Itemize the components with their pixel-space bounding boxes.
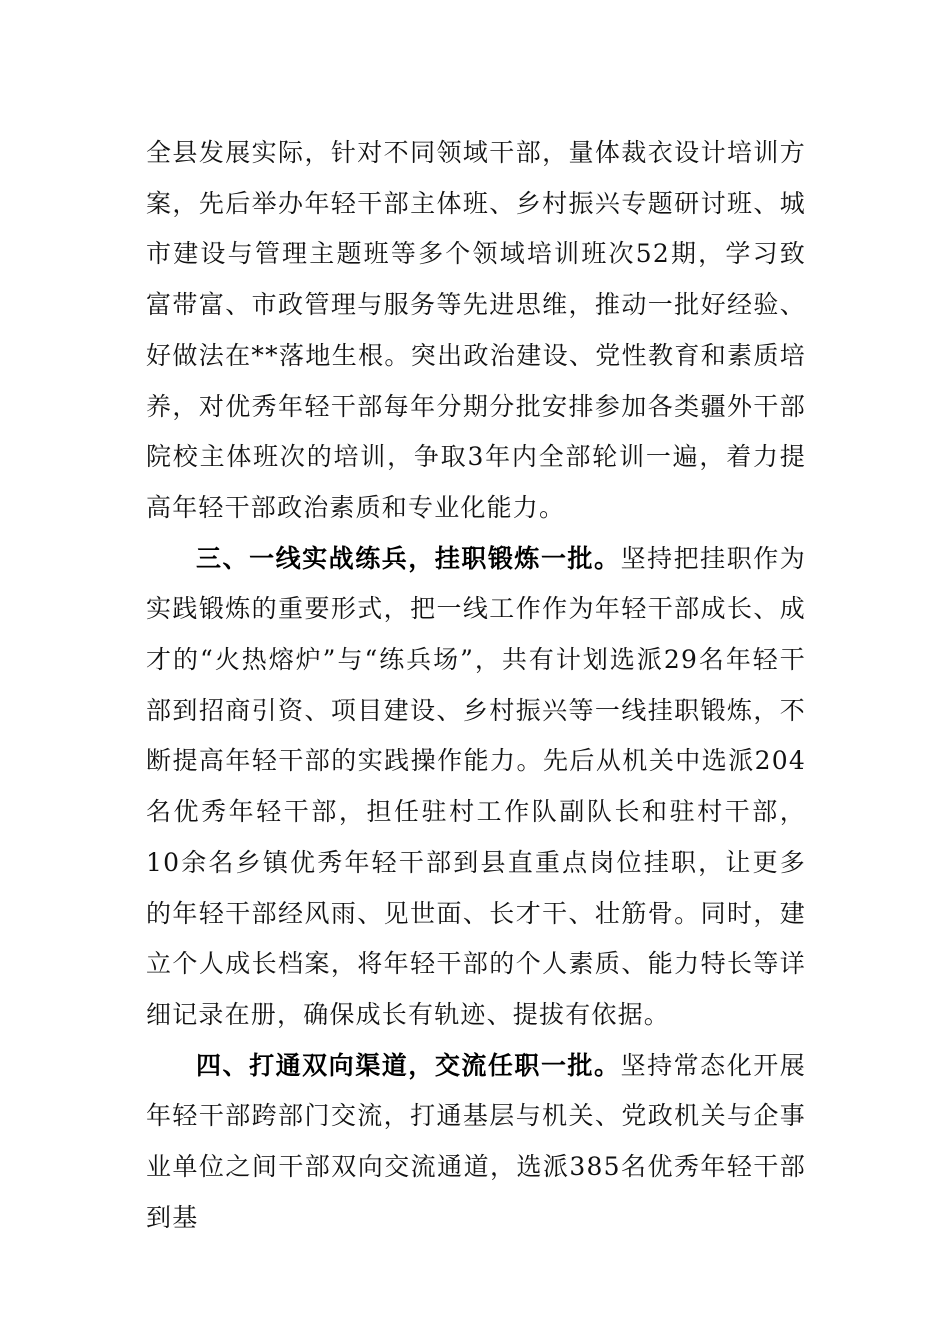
paragraph-text: 坚持常态化开展年轻干部跨部门交流，打通基层与机关、党政机关与企事业单位之间干部双向交流通道，选派385名优秀年轻干部到基 xyxy=(146,1050,806,1232)
paragraph-section-three xyxy=(146,534,806,1041)
paragraph-continued xyxy=(146,128,806,534)
paragraph-text: 全县发展实际，针对不同领域干部，量体裁衣设计培训方案，先后举办年轻干部主体班、乡村振兴专题研讨班、城市建设与管理主题班等多个领域培训班次52期，学习致富带富、市政管理与服务等先进思维，推动一批好经验、好做法在**落地生根。突出政治建设、党性教育和素质培养，对优秀年轻干部每年分期分批安排参加各类疆外干部院校主体班次的培训，争取3年内全部轮训一遍，着力提高年轻干部政治素质和专业化能力。 xyxy=(146,138,806,522)
section-heading-three: 三、一线实战练兵，挂职锻炼一批。 xyxy=(196,543,621,573)
paragraph-text: 坚持把挂职作为实践锻炼的重要形式，把一线工作作为年轻干部成长、成才的“火热熔炉”与“练兵场”，共有计划选派29名年轻干部到招商引资、项目建设、乡村振兴等一线挂职锻炼，不断提高年轻干部的实践操作能力。先后从机关中选派204名优秀年轻干部，担任驻村工作队副队长和驻村干部，10余名乡镇优秀年轻干部到县直重点岗位挂职，让更多的年轻干部经风雨、见世面、长才干、壮筋骨。同时，建立个人成长档案，将年轻干部的个人素质、能力特长等详细记录在册，确保成长有轨迹、提拔有依据。 xyxy=(146,543,806,1029)
paragraph-section-four xyxy=(146,1041,806,1244)
section-heading-four: 四、打通双向渠道，交流任职一批。 xyxy=(196,1050,621,1080)
document-body xyxy=(146,128,806,1243)
